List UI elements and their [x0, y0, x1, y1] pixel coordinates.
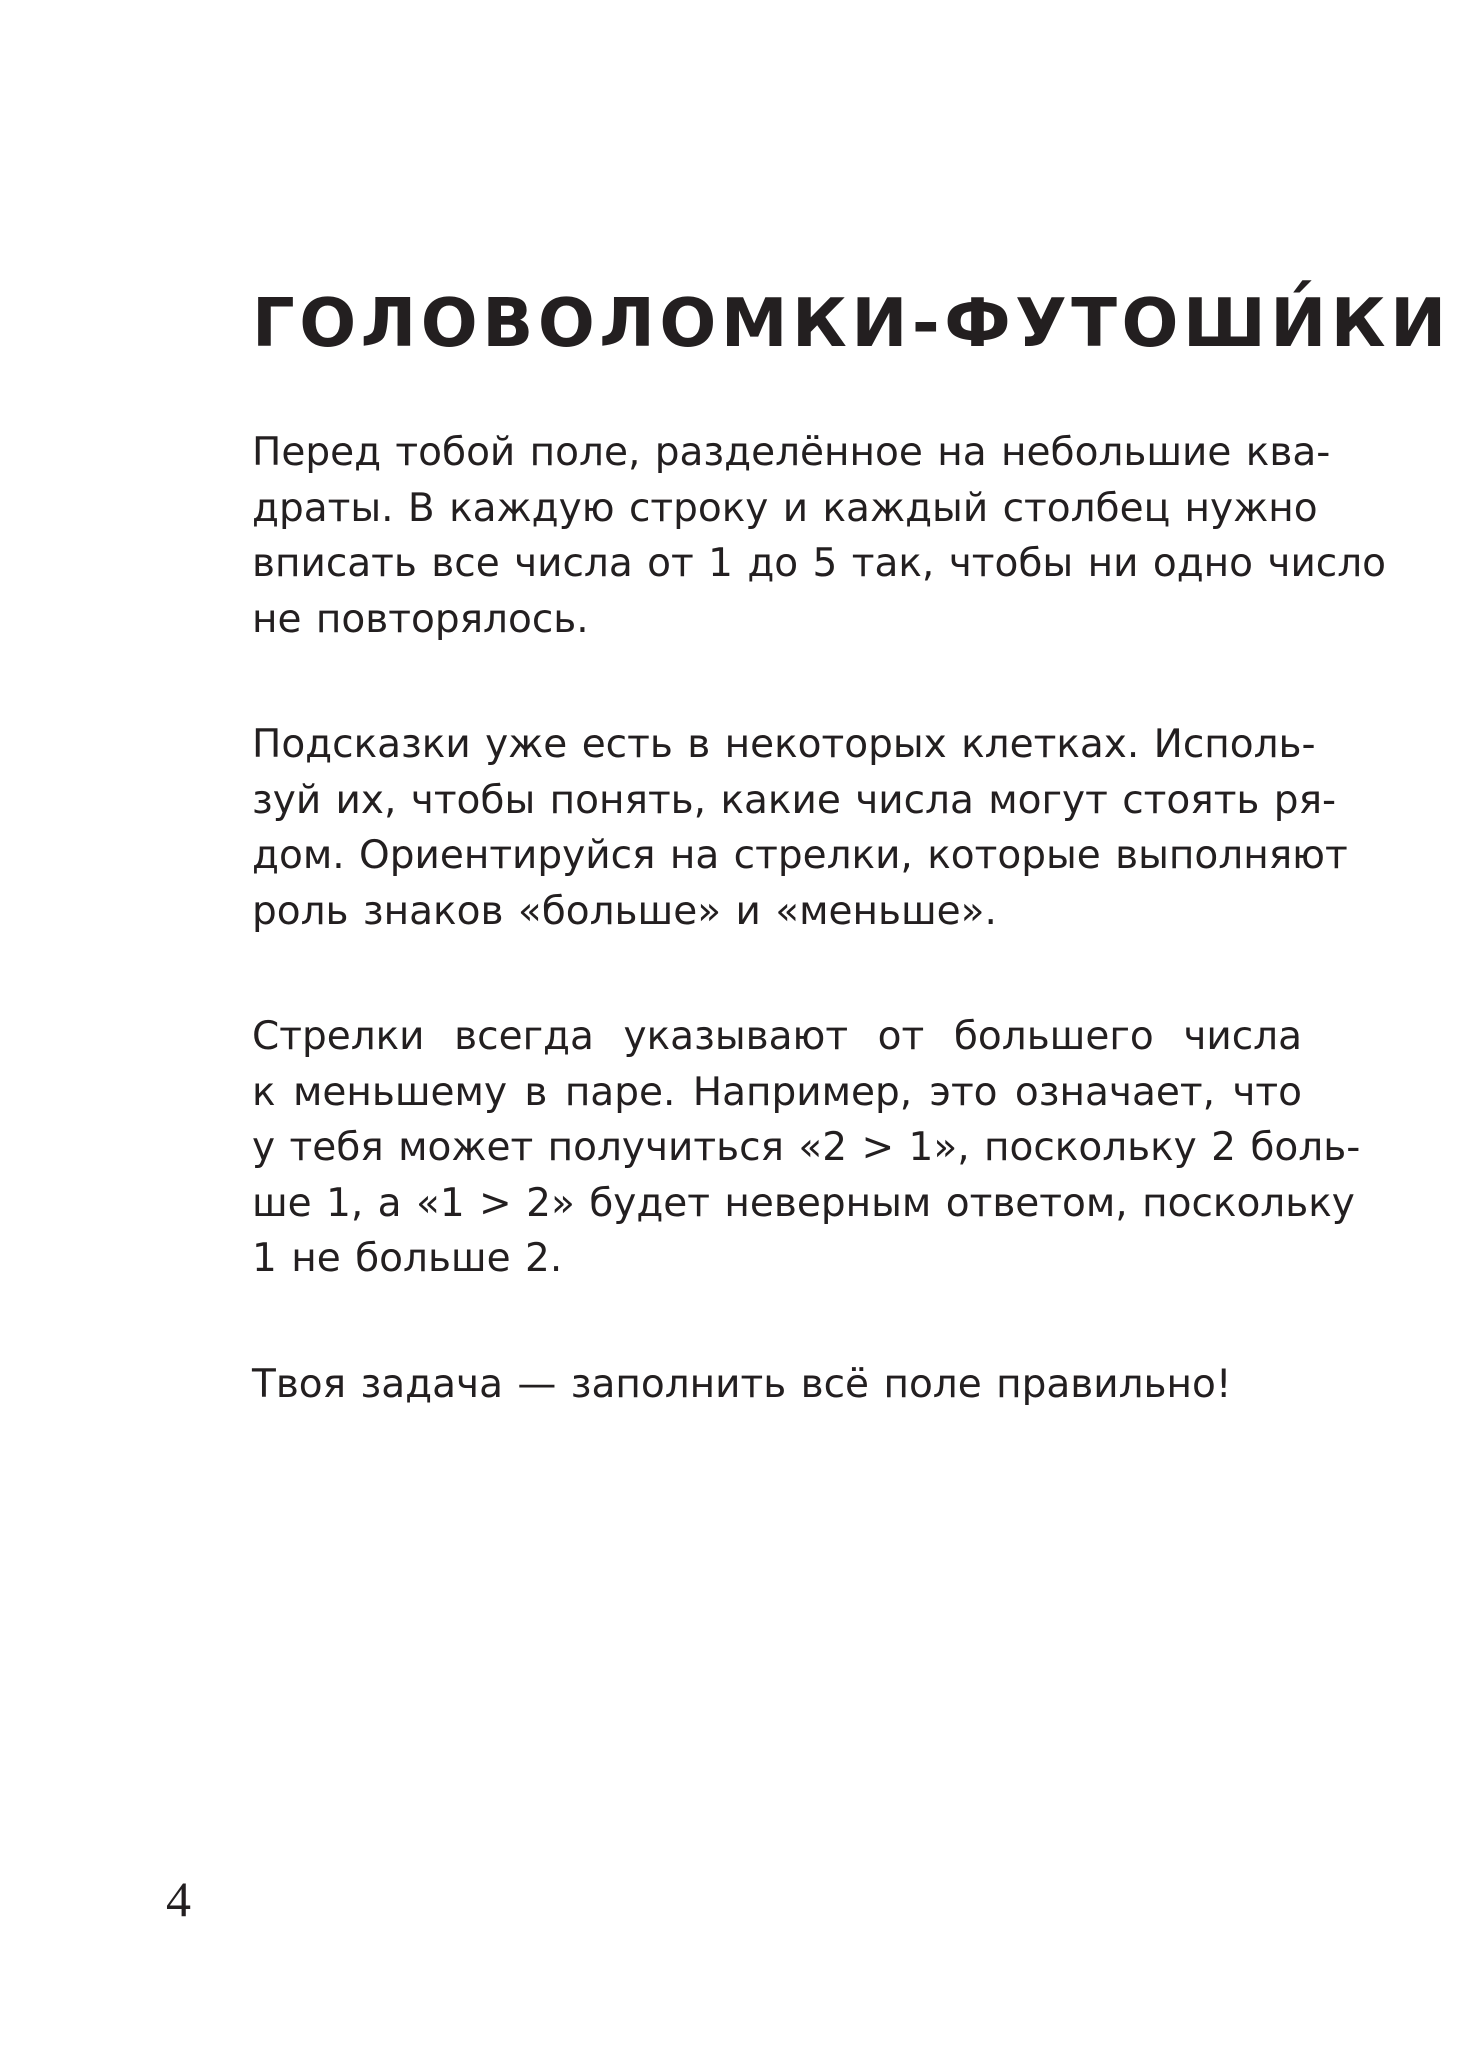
text-line: Подсказки уже есть в некоторых клетках. Исполь- [252, 722, 1316, 767]
paragraph-task [252, 1357, 1302, 1413]
paragraph-arrows [252, 1009, 1361, 1287]
text-line: ше 1, а «1 > 2» будет неверным ответом, поскольку [252, 1180, 1355, 1226]
text-line: роль знаков «больше» и «меньше». [252, 888, 997, 934]
text-line: 1 не больше 2. [252, 1236, 563, 1281]
text-line: Стрелки всегда указывают от большего числа [252, 1014, 1302, 1059]
paragraph-intro [252, 425, 1387, 647]
text-line: вписать все числа от 1 до 5 так, чтобы ни одно число [252, 541, 1387, 586]
page-number: 4 [166, 1871, 191, 1927]
text-line: к меньшему в паре. Например, это означает, что [252, 1069, 1302, 1115]
text-line: Перед тобой поле, разделённое на небольшие ква- [252, 430, 1331, 475]
text-line: не повторялось. [252, 596, 589, 642]
page-title: ГОЛОВОЛОМКИ-ФУТОШИ́КИ [252, 284, 1451, 362]
text-line: дом. Ориентируйся на стрелки, которые выполняют [252, 833, 1348, 878]
text-line: у тебя может получиться «2 > 1», поскольку 2 боль- [252, 1125, 1361, 1170]
text-line: зуй их, чтобы понять, какие числа могут стоять ря- [252, 777, 1337, 823]
body-text [252, 425, 1387, 1482]
paragraph-hints [252, 717, 1348, 939]
text-line: драты. В каждую строку и каждый столбец нужно [252, 485, 1318, 531]
text-line: Твоя задача — заполнить всё поле правильно! [252, 1361, 1232, 1407]
